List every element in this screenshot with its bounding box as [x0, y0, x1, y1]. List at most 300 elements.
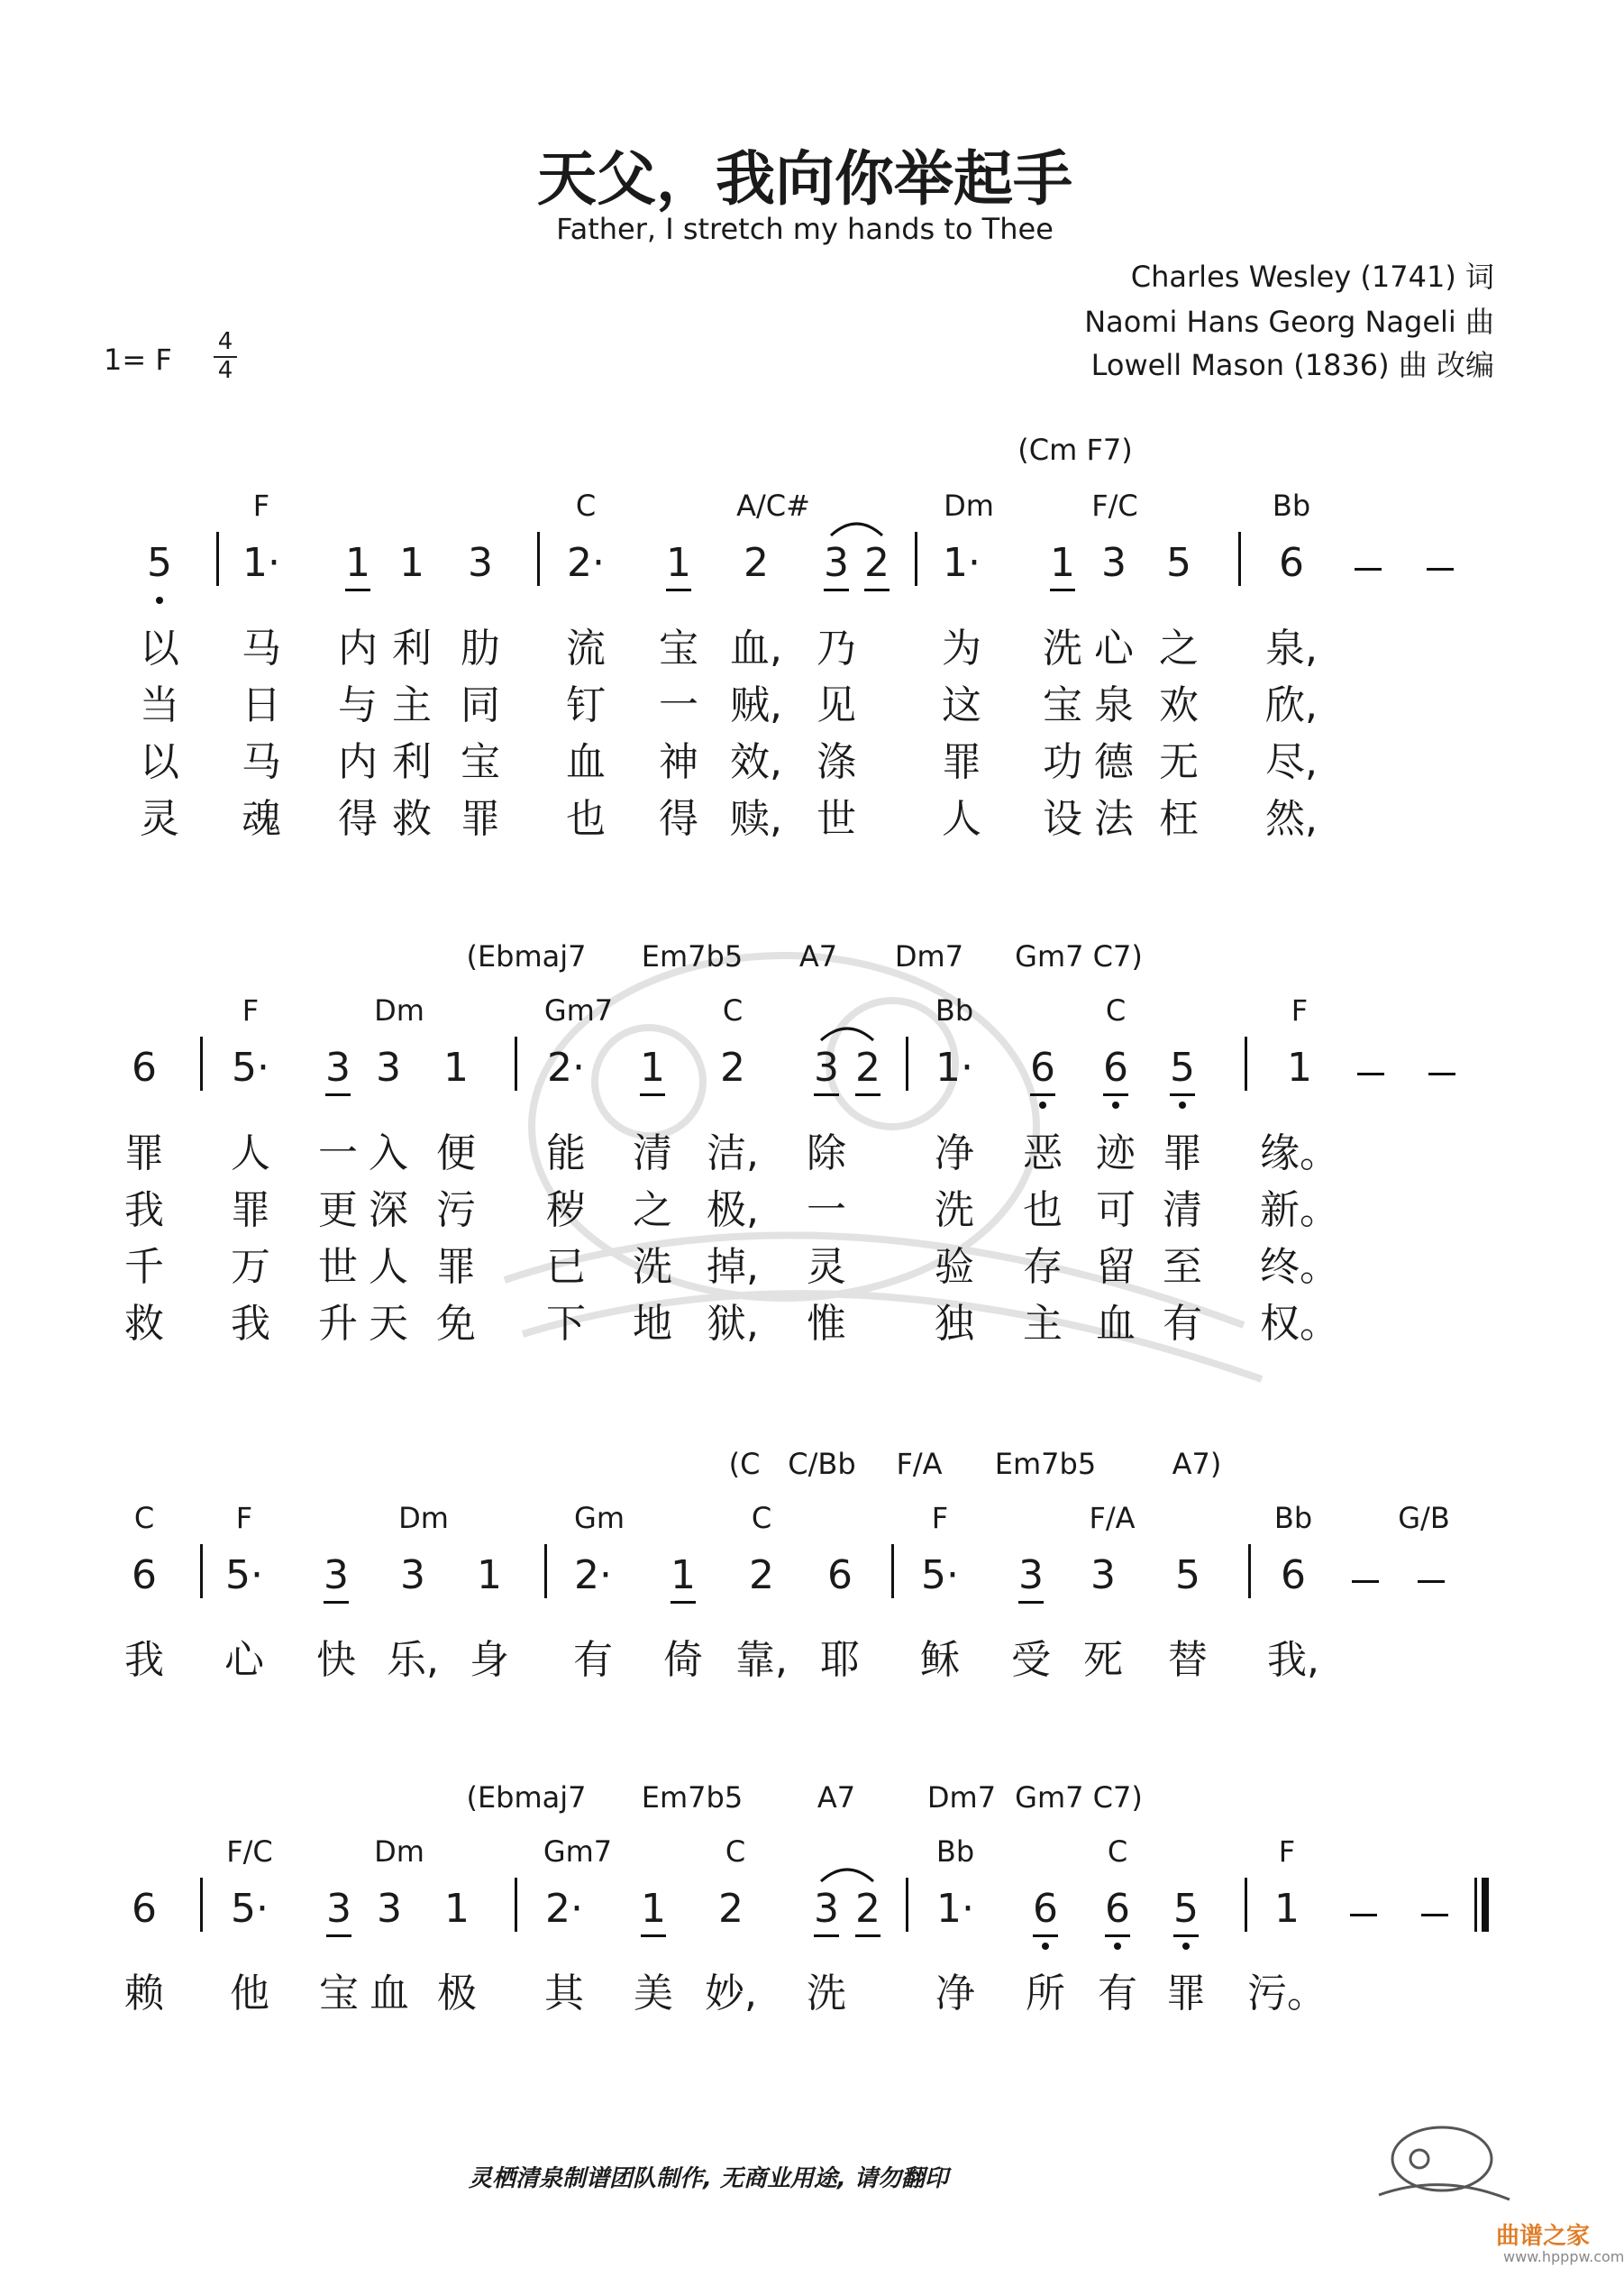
composer-credit: Naomi Hans Georg Nageli 曲: [1084, 305, 1494, 339]
lyric-char: 洁,: [707, 1130, 759, 1176]
song-title: 天父，我向你举起手: [537, 144, 1072, 214]
lyric-char: 清: [633, 1130, 672, 1176]
lyric-char: 一: [318, 1130, 358, 1176]
lyric-char: 已: [546, 1244, 586, 1290]
eighth-underline: [325, 1093, 351, 1096]
eighth-underline: [666, 589, 691, 591]
lyric-char: 救: [124, 1301, 164, 1347]
octave-dot-below: [1042, 1943, 1049, 1950]
lyric-char: 洗: [1043, 626, 1082, 672]
bar-line: [1245, 1037, 1247, 1091]
lyric-char: 心: [1094, 626, 1134, 672]
lyric-char: 贼,: [730, 682, 782, 728]
lyric-char: 有: [1098, 1971, 1137, 2016]
note: 1: [633, 1046, 672, 1091]
lyric-char: 可: [1096, 1187, 1136, 1233]
lyric-char: 我: [231, 1301, 270, 1347]
lyric-char: 救: [392, 796, 432, 842]
lyric-char: 乃: [817, 626, 856, 672]
lyric-char: 耶: [820, 1637, 860, 1683]
lyric-char: 无: [1159, 739, 1199, 785]
lyric-char: 迹: [1096, 1130, 1136, 1176]
note: 5: [147, 540, 172, 586]
chord-symbol: Gm7: [543, 1834, 613, 1869]
aux-chord: (Ebmaj7: [466, 1780, 587, 1815]
bar-line: [1248, 1544, 1251, 1598]
lyric-char: 利: [392, 739, 432, 785]
lyric-char: 血: [370, 1971, 409, 2016]
lyric-char: 妙,: [705, 1971, 757, 2016]
song-subtitle: Father, I stretch my hands to Thee: [556, 212, 1054, 246]
lyric-char: 快: [316, 1637, 356, 1683]
note: 6: [1023, 1046, 1063, 1091]
lyric-char: 更: [318, 1187, 358, 1233]
lyric-char: 升: [318, 1301, 358, 1347]
lyric-char: 赖: [124, 1971, 164, 2016]
eighth-underline: [1105, 1934, 1130, 1937]
note: 2: [848, 1887, 888, 1932]
lyric-char: 罪: [436, 1244, 476, 1290]
lyric-char: 功: [1043, 739, 1082, 785]
lyric-char: 马: [242, 626, 281, 672]
sustain-dash: [1427, 568, 1454, 571]
time-signature-top: 4: [217, 328, 233, 355]
lyric-char: 靠,: [735, 1637, 788, 1683]
lyric-char: 灵: [140, 796, 179, 842]
note: 5·: [921, 1552, 959, 1598]
lyric-char: 欢: [1159, 682, 1199, 728]
lyric-char: 以: [140, 739, 179, 785]
note: 1·: [943, 540, 981, 586]
eighth-underline: [671, 1601, 696, 1604]
lyric-char: 污: [436, 1187, 476, 1233]
note: 6: [132, 1552, 157, 1598]
note: 2·: [567, 540, 605, 586]
chord-symbol: Bb: [1273, 1501, 1313, 1535]
lyric-char: 掉,: [707, 1244, 759, 1290]
lyric-char: 天: [369, 1301, 408, 1347]
note: 1: [1043, 541, 1082, 586]
lyric-char: 宝: [461, 739, 500, 785]
lyric-char: 我,: [1267, 1637, 1319, 1683]
lyric-char: 内: [338, 626, 378, 672]
lyric-char: 乐,: [387, 1637, 439, 1683]
aux-chord: Gm7 C7): [1015, 939, 1143, 974]
aux-chord: F/A: [896, 1447, 943, 1481]
lyric-char: 宝: [1043, 682, 1082, 728]
lyric-char: 权。: [1260, 1301, 1339, 1347]
lyric-char: 马: [242, 739, 281, 785]
lyric-char: 我: [124, 1637, 164, 1683]
note: 6: [1098, 1887, 1137, 1932]
lyric-char: 人: [231, 1130, 270, 1176]
lyric-char: 洗: [807, 1971, 846, 2016]
lyric-char: 便: [436, 1130, 476, 1176]
eighth-underline: [855, 1093, 880, 1096]
lyric-char: 存: [1023, 1244, 1063, 1290]
octave-dot-below: [1039, 1102, 1046, 1109]
note: 2: [857, 541, 897, 586]
note: 3: [377, 1886, 402, 1932]
eighth-underline: [1030, 1093, 1055, 1096]
note: 1·: [935, 1045, 973, 1091]
lyric-char: 罪: [124, 1130, 164, 1176]
lyric-char: 一: [659, 682, 698, 728]
lyric-char: 神: [659, 739, 698, 785]
lyric-char: 入: [369, 1130, 408, 1176]
note: 1·: [936, 1886, 974, 1932]
eighth-underline: [855, 1934, 880, 1937]
eighth-underline: [814, 1093, 839, 1096]
bar-line: [515, 1037, 517, 1091]
chord-symbol: Dm: [374, 993, 424, 1028]
lyric-char: 欣,: [1265, 682, 1318, 728]
lyric-char: 以: [140, 626, 179, 672]
note: 2: [718, 1886, 744, 1932]
lyric-char: 涤: [817, 739, 856, 785]
lyric-char: 极,: [707, 1187, 759, 1233]
note: 1: [634, 1887, 673, 1932]
chord-symbol: Dm: [944, 489, 994, 523]
lyric-char: 除: [807, 1130, 846, 1176]
lyric-char: 污。: [1247, 1971, 1327, 2016]
lyric-char: 这: [942, 682, 981, 728]
note: 6: [827, 1552, 853, 1598]
lyric-char: 效,: [730, 739, 782, 785]
chord-symbol: C: [575, 489, 597, 523]
slur-arc: [817, 1863, 877, 1885]
lyric-char: 魂: [242, 796, 281, 842]
lyric-char: 终。: [1260, 1244, 1339, 1290]
eighth-underline: [326, 1934, 351, 1937]
chord-symbol: Gm: [574, 1501, 625, 1535]
lyric-char: 万: [231, 1244, 270, 1290]
note: 2·: [545, 1886, 583, 1932]
lyric-char: 主: [392, 682, 432, 728]
lyric-char: 也: [566, 796, 606, 842]
octave-dot-below: [1182, 1943, 1190, 1950]
lyric-char: 泉,: [1265, 626, 1318, 672]
note: 3: [1101, 540, 1127, 586]
note: 1: [663, 1553, 703, 1598]
lyric-char: 受: [1011, 1637, 1051, 1683]
aux-chord: Dm7: [894, 939, 964, 974]
lyric-char: 人: [369, 1244, 408, 1290]
lyric-char: 血: [566, 739, 606, 785]
note: 3: [1011, 1553, 1051, 1598]
lyric-char: 得: [659, 796, 698, 842]
eighth-underline: [1018, 1601, 1044, 1604]
lyric-char: 罪: [1166, 1971, 1206, 2016]
final-bar-thick: [1482, 1878, 1489, 1932]
note: 5: [1166, 540, 1191, 586]
eighth-underline: [824, 589, 849, 591]
eighth-underline: [640, 1093, 665, 1096]
chord-symbol: F/C: [226, 1834, 273, 1869]
lyric-char: 赎,: [730, 796, 782, 842]
lyric-char: 缘。: [1260, 1130, 1339, 1176]
studio-logo: [1370, 2109, 1514, 2208]
note: 1: [1274, 1886, 1300, 1932]
key-signature: 1= F: [104, 343, 172, 377]
note: 3: [376, 1045, 401, 1091]
lyric-char: 深: [369, 1187, 408, 1233]
note: 3: [316, 1553, 356, 1598]
lyric-char: 尽,: [1265, 739, 1318, 785]
lyric-char: 流: [566, 626, 606, 672]
chord-symbol: F: [235, 1501, 253, 1535]
note: 5·: [225, 1552, 263, 1598]
note: 6: [132, 1045, 157, 1091]
eighth-underline: [1033, 1934, 1058, 1937]
lyric-char: 狱,: [707, 1301, 759, 1347]
note: 3: [817, 541, 856, 586]
lyric-char: 与: [338, 682, 378, 728]
chord-symbol: F/C: [1091, 489, 1138, 523]
lyric-char: 当: [140, 682, 179, 728]
time-signature-bottom: 4: [217, 357, 233, 384]
lyric-char: 德: [1094, 739, 1134, 785]
note: 2: [720, 1045, 745, 1091]
lyric-char: 有: [1163, 1301, 1202, 1347]
lyric-char: 倚: [663, 1637, 703, 1683]
lyric-char: 净: [935, 1971, 975, 2016]
lyric-char: 有: [573, 1637, 613, 1683]
aux-chord: A7: [798, 939, 838, 974]
sustain-dash: [1350, 1914, 1377, 1916]
lyric-char: 清: [1163, 1187, 1202, 1233]
bar-line: [200, 1878, 203, 1932]
note: 3: [807, 1887, 846, 1932]
lyricist-credit: Charles Wesley (1741) 词: [1130, 260, 1494, 294]
lyric-char: 千: [124, 1244, 164, 1290]
aux-chord: Em7b5: [641, 1780, 744, 1815]
note: 1: [1287, 1045, 1312, 1091]
chord-symbol: C: [1105, 993, 1127, 1028]
sustain-dash: [1418, 1580, 1445, 1583]
lyric-char: 罪: [942, 739, 981, 785]
octave-dot-below: [156, 597, 163, 604]
sustain-dash: [1355, 568, 1382, 571]
lyric-char: 洗: [633, 1244, 672, 1290]
note: 5: [1175, 1552, 1200, 1598]
lyric-char: 泉: [1094, 682, 1134, 728]
lyric-char: 死: [1083, 1637, 1123, 1683]
lyric-char: 稣: [920, 1637, 960, 1683]
eighth-underline: [641, 1934, 666, 1937]
lyric-char: 钉: [566, 682, 606, 728]
bar-line: [200, 1037, 203, 1091]
lyric-char: 我: [124, 1187, 164, 1233]
lyric-char: 一: [807, 1187, 846, 1233]
note: 1: [477, 1552, 502, 1598]
bar-line: [216, 532, 219, 586]
note: 6: [1279, 540, 1304, 586]
chord-symbol: F: [1291, 993, 1309, 1028]
lyric-char: 血: [1096, 1301, 1136, 1347]
note: 2: [744, 540, 769, 586]
lyric-char: 免: [436, 1301, 476, 1347]
lyric-char: 罪: [461, 796, 500, 842]
eighth-underline: [1173, 1934, 1199, 1937]
aux-chord: Em7b5: [641, 939, 744, 974]
lyric-char: 为: [942, 626, 981, 672]
note: 3: [807, 1046, 846, 1091]
bar-line: [891, 1544, 894, 1598]
note: 5·: [232, 1045, 269, 1091]
note: 2·: [574, 1552, 612, 1598]
note: 2: [749, 1552, 774, 1598]
lyric-char: 枉: [1159, 796, 1199, 842]
site-logo: 曲谱之家: [1496, 2223, 1591, 2250]
lyric-char: 血,: [730, 626, 782, 672]
lyric-char: 净: [935, 1130, 974, 1176]
lyric-char: 见: [817, 682, 856, 728]
aux-chord: A7: [817, 1780, 856, 1815]
lyric-char: 之: [1159, 626, 1199, 672]
note: 6: [1096, 1046, 1136, 1091]
chord-symbol: A/C#: [736, 489, 810, 523]
note: 1: [659, 541, 698, 586]
lyric-char: 宝: [319, 1971, 359, 2016]
note: 6: [1026, 1887, 1065, 1932]
lyric-char: 恶: [1023, 1130, 1063, 1176]
final-bar-thin: [1474, 1878, 1477, 1932]
note: 3: [1090, 1552, 1116, 1598]
lyric-char: 人: [942, 796, 981, 842]
lyric-char: 美: [634, 1971, 673, 2016]
lyric-char: 罪: [231, 1187, 270, 1233]
octave-dot-below: [1112, 1102, 1119, 1109]
lyric-char: 地: [633, 1301, 672, 1347]
lyric-char: 至: [1163, 1244, 1202, 1290]
bar-line: [544, 1544, 547, 1598]
note: 5·: [231, 1886, 269, 1932]
lyric-char: 日: [242, 682, 281, 728]
aux-chord: (C: [728, 1447, 761, 1481]
chord-symbol: Bb: [935, 993, 974, 1028]
aux-chord: C/Bb: [788, 1447, 856, 1481]
lyric-char: 设: [1043, 796, 1082, 842]
sustain-dash: [1352, 1580, 1379, 1583]
slur-arc: [827, 517, 886, 539]
site-url: www.hpppw.com: [1503, 2248, 1624, 2265]
lyric-char: 之: [633, 1187, 672, 1233]
note: 3: [400, 1552, 425, 1598]
chord-symbol: Bb: [935, 1834, 975, 1869]
lyric-char: 极: [437, 1971, 477, 2016]
chord-symbol: Gm7: [543, 993, 614, 1028]
note: 1: [338, 541, 378, 586]
sustain-dash: [1357, 1073, 1384, 1075]
chord-symbol: Dm: [398, 1501, 449, 1535]
chord-symbol: C: [751, 1501, 772, 1535]
aux-chord: Dm7: [926, 1780, 997, 1815]
lyric-char: 法: [1094, 796, 1134, 842]
chord-symbol: G/B: [1398, 1501, 1450, 1535]
bar-line: [906, 1037, 908, 1091]
note: 3: [468, 540, 493, 586]
lyric-char: 灵: [807, 1244, 846, 1290]
arranger-credit: Lowell Mason (1836) 曲 改编: [1090, 348, 1494, 382]
chord-symbol: F/A: [1089, 1501, 1136, 1535]
bar-line: [1238, 532, 1241, 586]
lyric-char: 宝: [659, 626, 698, 672]
lyric-char: 留: [1096, 1244, 1136, 1290]
eighth-underline: [864, 589, 890, 591]
note: 2: [848, 1046, 888, 1091]
eighth-underline: [1103, 1093, 1128, 1096]
lyric-char: 所: [1026, 1971, 1065, 2016]
slur-arc: [817, 1022, 877, 1044]
chord-symbol: C: [722, 993, 744, 1028]
bar-line: [515, 1878, 517, 1932]
lyric-char: 验: [935, 1244, 974, 1290]
aux-chord: Gm7 C7): [1015, 1780, 1143, 1815]
lyric-char: 替: [1168, 1637, 1208, 1683]
lyric-char: 主: [1023, 1301, 1063, 1347]
footer-notice: 灵栖清泉制谱团队制作, 无商业用途, 请勿翻印: [469, 2165, 948, 2192]
lyric-char: 内: [338, 739, 378, 785]
note: 3: [318, 1046, 358, 1091]
chord-symbol: F: [252, 489, 270, 523]
lyric-char: 能: [546, 1130, 586, 1176]
aux-chord: Em7b5: [994, 1447, 1097, 1481]
bar-line: [537, 532, 540, 586]
lyric-char: 心: [224, 1637, 264, 1683]
chord-symbol: Dm: [374, 1834, 424, 1869]
eighth-underline: [324, 1601, 349, 1604]
lyric-char: 洗: [935, 1187, 974, 1233]
watermark-logo: [469, 901, 1280, 1406]
note: 6: [132, 1886, 157, 1932]
chord-symbol: C: [1107, 1834, 1128, 1869]
aux-chord: A7): [1172, 1447, 1222, 1481]
lyric-char: 然,: [1265, 796, 1318, 842]
lyric-char: 也: [1023, 1187, 1063, 1233]
lyric-char: 其: [544, 1971, 584, 2016]
aux-chord: (Ebmaj7: [466, 939, 587, 974]
chord-symbol: F: [931, 1501, 949, 1535]
eighth-underline: [814, 1934, 839, 1937]
chord-symbol: F: [242, 993, 260, 1028]
chord-symbol: Bb: [1272, 489, 1311, 523]
bar-line: [915, 532, 917, 586]
chord-symbol: C: [725, 1834, 746, 1869]
note: 5: [1166, 1887, 1206, 1932]
lyric-char: 下: [546, 1301, 586, 1347]
note: 1: [443, 1045, 469, 1091]
sustain-dash: [1428, 1073, 1455, 1075]
bar-line: [1245, 1878, 1247, 1932]
lyric-char: 他: [230, 1971, 269, 2016]
eighth-underline: [1170, 1093, 1195, 1096]
lyric-char: 身: [470, 1637, 509, 1683]
lyric-char: 世: [318, 1244, 358, 1290]
note: 3: [319, 1887, 359, 1932]
lyric-char: 利: [392, 626, 432, 672]
lyric-char: 新。: [1260, 1187, 1339, 1233]
aux-chord: (Cm F7): [1017, 433, 1133, 467]
note: 1: [444, 1886, 470, 1932]
bar-line: [906, 1878, 908, 1932]
octave-dot-below: [1114, 1943, 1121, 1950]
lyric-char: 得: [338, 796, 378, 842]
eighth-underline: [345, 589, 370, 591]
octave-dot-below: [1179, 1102, 1186, 1109]
lyric-char: 世: [817, 796, 856, 842]
note: 5: [1163, 1046, 1202, 1091]
